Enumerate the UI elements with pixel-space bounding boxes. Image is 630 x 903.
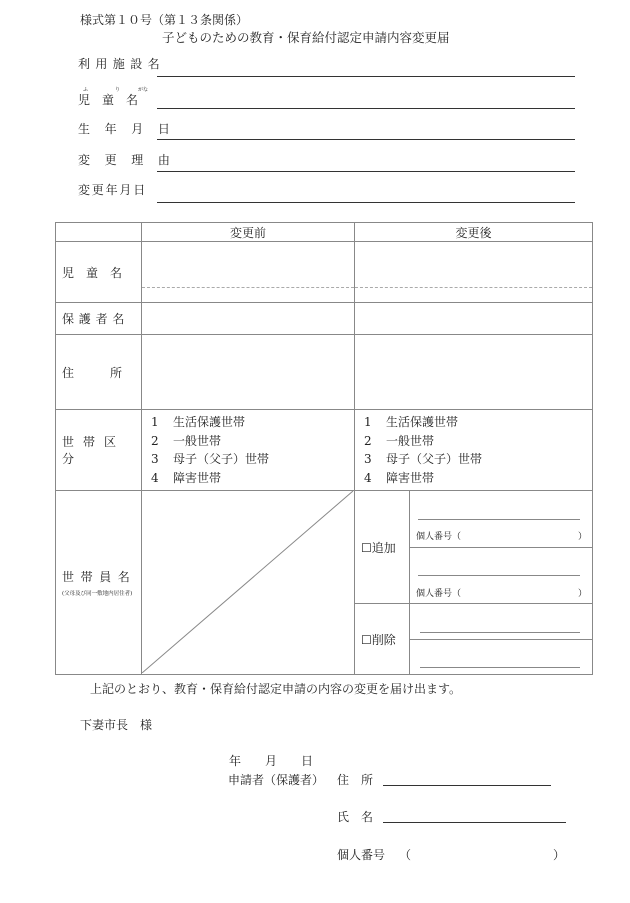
- change-table: [55, 222, 593, 675]
- declaration-text: 上記のとおり、教育・保育給付認定申請の内容の変更を届け出ます。: [90, 682, 462, 696]
- add-entry-1-name-field[interactable]: [418, 519, 580, 520]
- applicant-name-field[interactable]: [383, 822, 566, 823]
- applicant-address-label: 住 所: [337, 773, 374, 787]
- option-number: 3: [364, 452, 372, 466]
- personal-number-label: 個人番号（: [416, 589, 462, 599]
- household-option[interactable]: [364, 469, 592, 488]
- household-option[interactable]: [364, 432, 592, 451]
- header-blank-cell: [56, 223, 142, 242]
- row-members-label: [56, 491, 142, 675]
- child-name-text: 児 童 名: [78, 93, 139, 107]
- add-entry-2-name-field[interactable]: [418, 575, 580, 576]
- guardian-after-cell[interactable]: [355, 303, 593, 335]
- add-entry-1-personal-number[interactable]: [416, 529, 588, 542]
- option-number: 2: [151, 433, 159, 448]
- change-reason-label: 変 更 理 由: [78, 153, 176, 167]
- option-number: 1: [364, 415, 372, 429]
- facility-name-field[interactable]: [157, 76, 575, 77]
- household-option[interactable]: [151, 432, 354, 451]
- address-before-cell[interactable]: [142, 335, 355, 410]
- household-option[interactable]: [364, 450, 592, 469]
- open-paren: （: [399, 848, 412, 862]
- option-number: 3: [151, 452, 159, 466]
- household-option[interactable]: [151, 469, 354, 488]
- option-number: 4: [364, 470, 372, 485]
- addressee: 下妻市長 様: [80, 718, 153, 732]
- child-name-after-line: [355, 257, 592, 288]
- furigana-gana: がな: [138, 87, 149, 93]
- option-number: 1: [151, 415, 159, 429]
- members-before-cell: [142, 491, 355, 675]
- delete-entries-cell: [410, 604, 593, 675]
- option-text: 一般世帯: [386, 433, 435, 448]
- members-label-text: 世帯員名: [62, 570, 137, 584]
- header-before: 変更前: [142, 223, 355, 242]
- child-name-before-line: [142, 257, 354, 288]
- household-type-before-cell: [142, 410, 355, 491]
- header-after: 変更後: [355, 223, 593, 242]
- delete-entry-2-field[interactable]: [420, 667, 580, 668]
- row-child-name-label: [56, 242, 142, 303]
- birthdate-field[interactable]: [157, 139, 575, 140]
- child-name-label: [78, 87, 149, 108]
- diagonal-strike: [142, 491, 355, 673]
- close-paren: ）: [553, 848, 566, 862]
- option-text: 障害世帯: [386, 470, 435, 485]
- option-text: 生活保護世帯: [173, 415, 246, 429]
- birthdate-label: 生 年 月 日: [78, 122, 176, 136]
- furigana-fu: ふ: [83, 87, 89, 93]
- household-option[interactable]: [364, 413, 592, 432]
- signature-date[interactable]: 年 月 日: [229, 754, 314, 768]
- change-date-field[interactable]: [157, 202, 575, 203]
- add-checkbox[interactable]: ☐追加: [355, 491, 410, 604]
- row-guardian-label: 保護者名: [56, 303, 142, 335]
- form-title: 子どものための教育・保育給付認定申請内容変更届: [162, 30, 450, 45]
- guardian-before-cell[interactable]: [142, 303, 355, 335]
- child-name-after-cell[interactable]: [355, 242, 593, 303]
- change-reason-field[interactable]: [157, 171, 575, 172]
- personal-number-label: 個人番号（: [416, 532, 462, 542]
- child-name-before-cell[interactable]: [142, 242, 355, 303]
- personal-number-close: ）: [578, 532, 588, 542]
- form-number: 様式第１０号（第１３条関係）: [80, 13, 249, 27]
- option-text: 生活保護世帯: [386, 415, 459, 429]
- row-address-label: 住 所: [56, 335, 142, 410]
- change-date-label: 変更年月日: [78, 183, 148, 197]
- applicant-personal-number-field[interactable]: [410, 846, 550, 860]
- add-entry-2-personal-number[interactable]: [416, 586, 588, 599]
- household-option[interactable]: [151, 413, 354, 432]
- furigana-ri: り: [115, 87, 121, 93]
- row-household-type-label: 世帯区分: [56, 410, 142, 491]
- personal-number-close: ）: [578, 589, 588, 599]
- add-entry-divider: [410, 547, 592, 548]
- option-number: 4: [151, 470, 159, 485]
- option-text: 一般世帯: [173, 433, 222, 448]
- household-type-after-cell: [355, 410, 593, 491]
- members-note: (父母及び同一敷地内居住者): [62, 591, 133, 597]
- facility-name-label: 利用施設名: [78, 57, 166, 71]
- address-after-cell[interactable]: [355, 335, 593, 410]
- option-text: 障害世帯: [173, 470, 222, 485]
- household-option[interactable]: [151, 450, 354, 469]
- applicant-personal-number-label: 個人番号: [337, 848, 386, 862]
- applicant-address-field[interactable]: [383, 785, 551, 786]
- child-name-field[interactable]: [157, 108, 575, 109]
- option-text: 母子（父子）世帯: [173, 452, 270, 466]
- applicant-label: 申請者（保護者）: [228, 773, 325, 787]
- delete-entry-1-field[interactable]: [420, 632, 580, 633]
- option-text: 母子（父子）世帯: [386, 452, 483, 466]
- applicant-name-label: 氏 名: [337, 810, 374, 824]
- option-number: 2: [364, 433, 372, 448]
- child-label-text: 児 童 名: [62, 265, 123, 280]
- delete-entry-divider: [410, 639, 592, 640]
- add-entries-cell: [410, 491, 593, 604]
- delete-checkbox[interactable]: ☐削除: [355, 604, 410, 675]
